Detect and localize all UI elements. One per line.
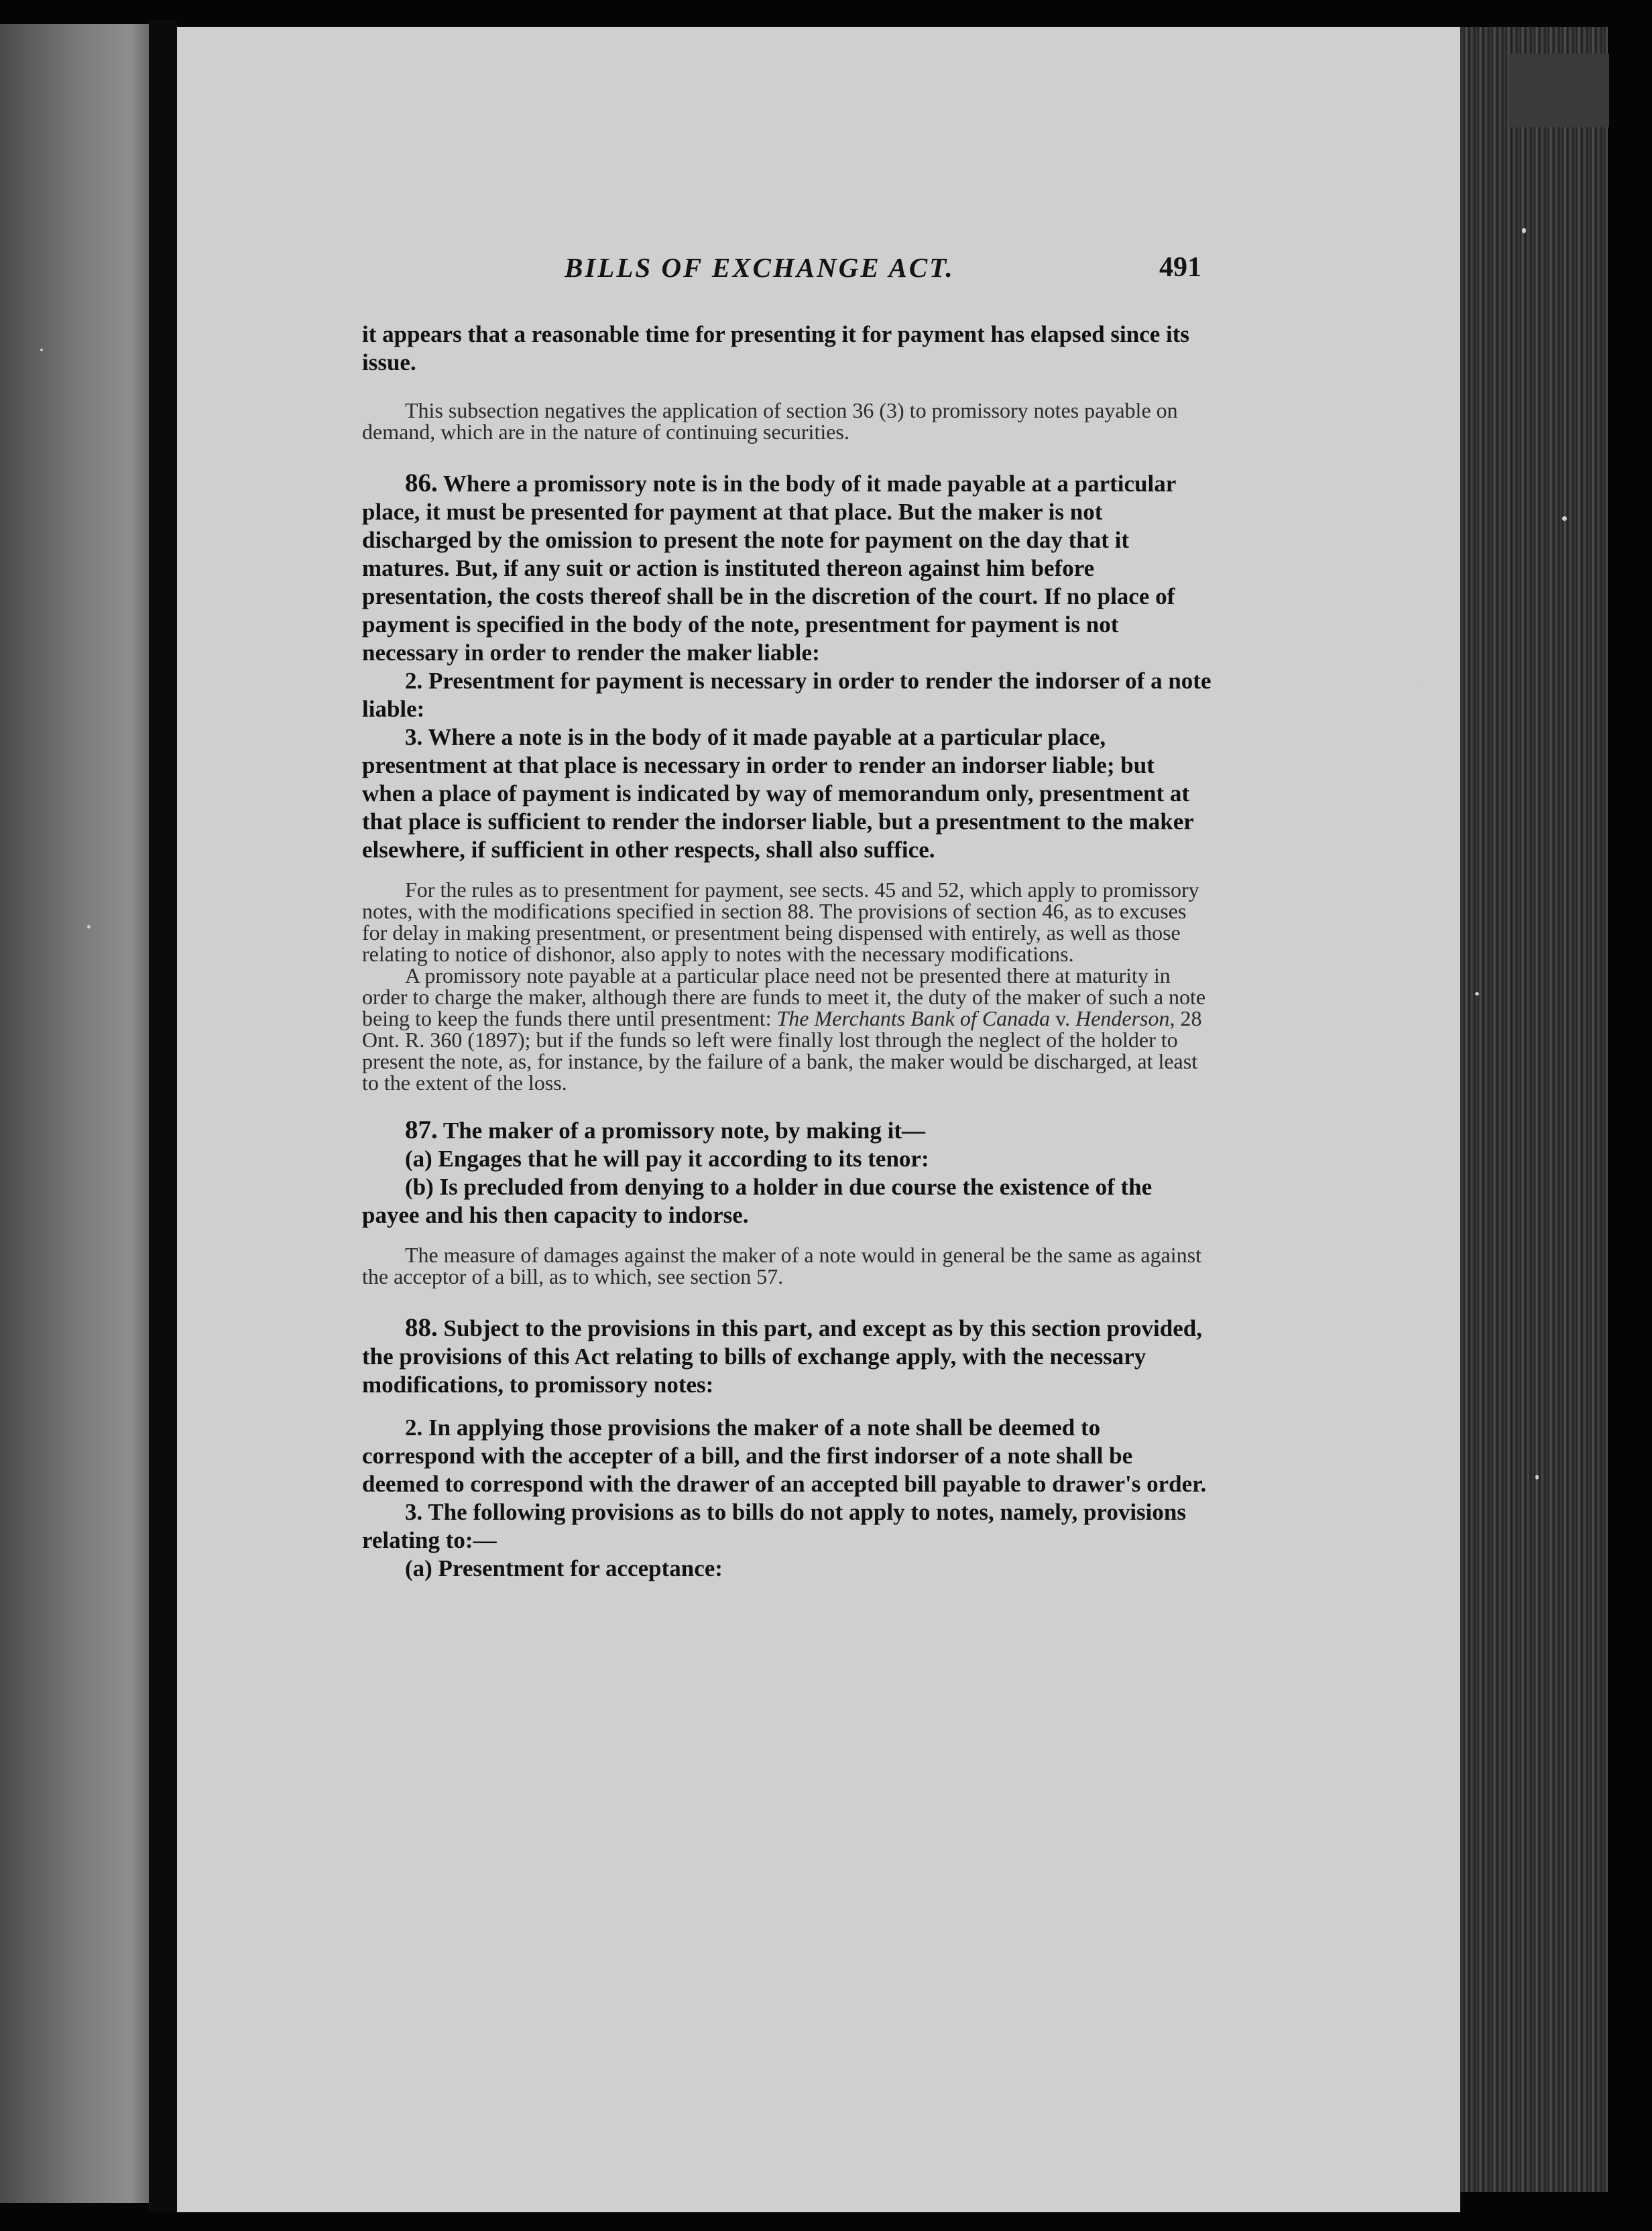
dust-speck [1415,684,1418,687]
book-gutter [149,20,177,2212]
running-header [565,251,1201,298]
paper-speck [298,134,301,137]
commentary-paragraph: For the rules as to presentment for payment, see sects. 45 and 52, which apply to promissory notes, with the modifications specified in section 88. The provisions of section 46, as to excuses for delay in making presentment, or presentment being dispensed with entirely, as well as those relating to notice of dishonor, also apply to notes with the necessary modifications. [362,878,1199,966]
dust-speck [40,349,43,351]
case-defendant: Henderson [1075,1006,1170,1030]
section-87-clause-a: (a) Engages that he will pay it according to its tenor: [405,1146,929,1172]
dust-speck [1522,228,1526,233]
section-86 [362,469,1214,667]
section-number: 86. [405,469,438,497]
section-88-text: Subject to the provisions in this part, and except as by this section provided, the provisions of this Act relating to bills of exchange apply, with the necessary modifications, to promissory notes: [362,1315,1202,1398]
section-86-subsection-3: 3. Where a note is in the body of it made payable at a particular place, presentment at that place is necessary in order to render an indorser liable; but when a place of payment is indicated by way of memorandum only, presentment at that place is sufficient to render the indorser liable, but a presentment to the maker elsewhere, if sufficient in other respects, shall also suffice. [362,724,1194,863]
dust-speck [1475,992,1479,996]
section-87 [362,1116,1214,1145]
dust-speck [1535,1475,1539,1480]
facing-page-edge [0,24,149,2203]
commentary-text: A promissory note payable at a particular place need not be presented there at maturity in order to charge the maker, although there are funds to meet it, the duty of the maker of such a note being to keep the funds there until presentment: [362,963,1206,1030]
commentary-paragraph [362,965,1214,1093]
section-87-clause-b: (b) Is precluded from denying to a holder in due course the existence of the payee and his then capacity to indorse. [362,1174,1153,1228]
continued-statute-text: it appears that a reasonable time for presenting it for payment has elapsed since its issue. [362,321,1190,375]
section-number: 88. [405,1313,438,1342]
page-number: 491 [1159,252,1201,283]
dust-speck [1562,516,1567,521]
running-title: BILLS OF EXCHANGE ACT. [565,252,955,283]
section-number: 87. [405,1116,438,1144]
commentary-paragraph: The measure of damages against the maker of a note would in general be the same as against the acceptor of a bill, as to which, see section 57. [362,1243,1201,1288]
section-86-subsection-2: 2. Presentment for payment is necessary in order to render the indorser of a note liable: [362,668,1212,722]
section-88-clause-a: (a) Presentment for acceptance: [405,1555,723,1581]
page-block-edges [1460,27,1608,2192]
section-88-subsection-2: 2. In applying those provisions the maker of a note shall be deemed to correspond with the accepter of a bill, and the first indorser of a note shall be deemed to correspond with the drawer of an accepted bill payable to drawer's order. [362,1414,1207,1497]
section-86-text: Where a promissory note is in the body of it made payable at a particular place, it must be presented for payment at that place. But the maker is not discharged by the omission to present the note for payment on the day that it matures. But, if any suit or action is instituted thereon against him before presentation, the costs thereof shall be in the discretion of the court. If no place of payment is specified in the body of the note, presentment for payment is not necessary in order to render the maker liable: [362,471,1176,666]
commentary-paragraph: This subsection negatives the application of section 36 (3) to promissory notes payable on demand, which are in the nature of continuing securities. [362,398,1178,444]
paper-speck [1277,375,1279,378]
case-name: The Merchants Bank of Canada [776,1006,1051,1030]
section-88 [362,1314,1214,1399]
commentary-text: , 28 Ont. R. 360 (1897); but if the funds so left were finally lost through the neglect of the holder to present the note, as, for instance, by the failure of a bank, the maker would be discharged, at least to the extent of the loss. [362,1006,1202,1095]
section-88-subsection-3: 3. The following provisions as to bills do not apply to notes, namely, provisions relating to:— [362,1499,1186,1553]
dust-speck [87,925,91,928]
section-87-text: The maker of a promissory note, by making it— [442,1118,926,1144]
page-text [362,320,1214,1583]
page-block-tab [1509,54,1609,127]
case-versus: v. [1055,1006,1071,1030]
